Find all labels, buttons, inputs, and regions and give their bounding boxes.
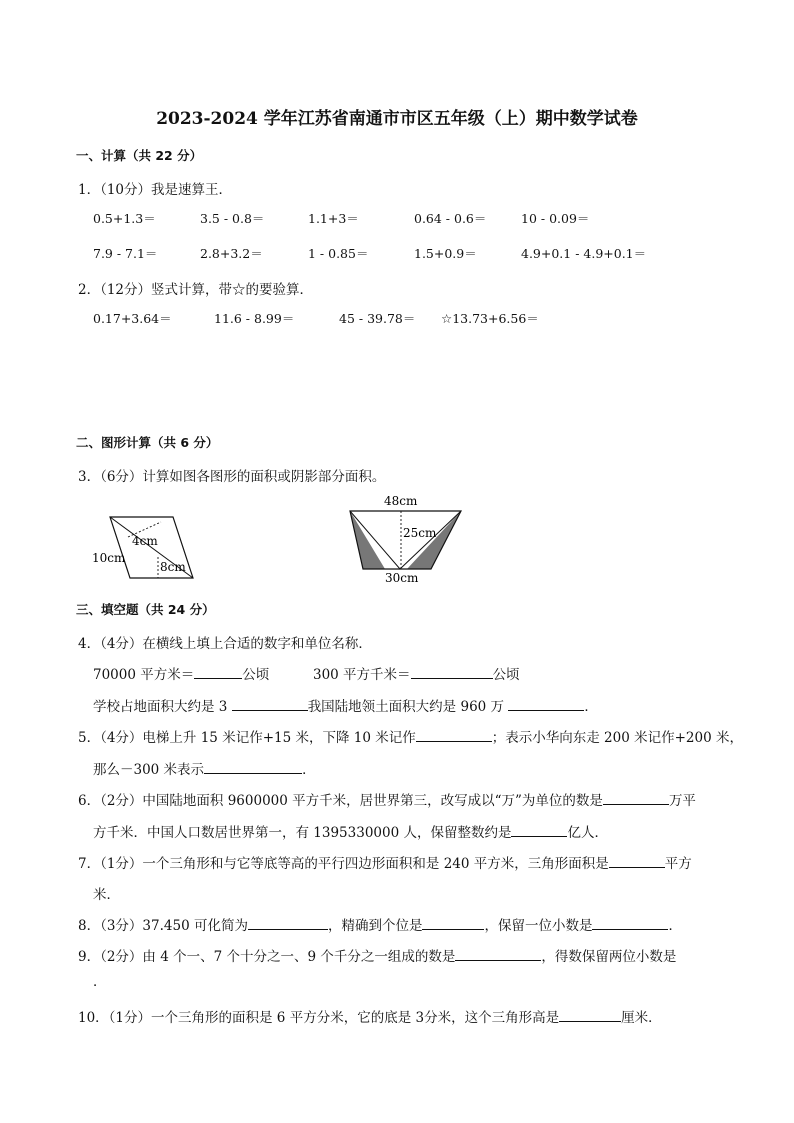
page-title: 2023-2024 学年江苏省南通市市区五年级（上）期中数学试卷	[156, 109, 638, 129]
question-10: 10．（1分）一个三角形的面积是 6 平方分米，它的底是 3分米，这个三角形高是 厘米．	[78, 1010, 662, 1026]
answer-blank[interactable]	[603, 791, 669, 805]
question-9-line-1: 9．（2分）由 4 个一、7 个十分之一、9 个千分之一组成的数是 ，得数保留两位小数是	[78, 949, 677, 965]
calc-item: 0.64 - 0.6＝	[414, 211, 487, 226]
calc-item: 2.8+3.2＝	[200, 246, 263, 261]
calc-item: 7.9 - 7.1＝	[93, 246, 158, 261]
answer-blank[interactable]	[204, 760, 302, 774]
section-heading-shapes: 二、图形计算（共 6 分）	[76, 435, 219, 450]
answer-blank[interactable]	[232, 697, 308, 711]
label-10cm: 10cm	[92, 551, 126, 565]
calc-item: 4.9+0.1 - 4.9+0.1＝	[521, 246, 647, 261]
label-30cm: 30cm	[385, 571, 419, 585]
calc-item: 1.5+0.9＝	[414, 246, 477, 261]
question-5-line-2: 那么－300 米表示 ．	[93, 762, 316, 778]
calc-item: 10 - 0.09＝	[521, 211, 590, 226]
calc-item: 0.5+1.3＝	[93, 211, 156, 226]
question-7-line-1: 7．（1分）一个三角形和与它等底等高的平行四边形面积和是 240 平方米，三角形面积是 平方	[78, 856, 692, 872]
question-4-line-a: 70000 平方米＝ 公顷	[93, 667, 270, 683]
shaded-triangle-left	[350, 511, 385, 569]
shaded-triangle-right	[407, 511, 461, 569]
question-3-stem: 3．（6分）计算如图各图形的面积或阴影部分面积。	[78, 469, 386, 485]
question-9-line-2: ．	[93, 974, 107, 990]
calc-item: 3.5 - 0.8＝	[200, 211, 265, 226]
question-7-line-2: 米．	[93, 887, 120, 903]
calc-item: ☆13.73+6.56＝	[441, 311, 539, 326]
answer-blank[interactable]	[609, 854, 665, 868]
answer-blank[interactable]	[416, 728, 492, 742]
question-2-stem: 2．（12分）竖式计算，带☆的要验算．	[78, 282, 314, 298]
label-8cm: 8cm	[160, 560, 186, 574]
question-4-line-b: 300 平方千米＝ 公顷	[313, 667, 520, 683]
answer-blank[interactable]	[422, 916, 484, 930]
question-6-line-1: 6．（2分）中国陆地面积 9600000 平方千米，居世界第三，改写成以“万”为单位的数是 万平	[78, 793, 696, 809]
parallelogram-figure	[88, 505, 203, 585]
label-4cm: 4cm	[132, 534, 158, 548]
section-heading-calc: 一、计算（共 22 分）	[76, 148, 203, 163]
calc-item: 1.1+3＝	[308, 211, 359, 226]
question-1-stem: 1．（10分）我是速算王．	[78, 182, 233, 198]
answer-blank[interactable]	[248, 916, 328, 930]
calc-item: 1 - 0.85＝	[308, 246, 369, 261]
question-4-line-c: 学校占地面积大约是 3 我国陆地领土面积大约是 960 万 ．	[93, 699, 598, 715]
answer-blank[interactable]	[511, 823, 567, 837]
section-heading-fill: 三、填空题（共 24 分）	[76, 602, 215, 617]
answer-blank[interactable]	[411, 665, 493, 679]
trapezoid-figure	[343, 490, 468, 587]
question-6-line-2: 方千米．中国人口数居世界第一，有 1395330000 人，保留整数约是 亿人．	[93, 825, 608, 841]
question-8: 8．（3分）37.450 可化简为 ，精确到个位是 ，保留一位小数是 ．	[78, 918, 682, 934]
answer-blank[interactable]	[559, 1008, 621, 1022]
answer-blank[interactable]	[455, 947, 541, 961]
calc-item: 11.6 - 8.99＝	[214, 311, 295, 326]
answer-blank[interactable]	[592, 916, 668, 930]
question-5-line-1: 5．（4分）电梯上升 15 米记作+15 米，下降 10 米记作 ；表示小华向东走 200 米记作+200 米，	[78, 730, 743, 746]
answer-blank[interactable]	[194, 665, 242, 679]
answer-blank[interactable]	[508, 697, 584, 711]
label-25cm: 25cm	[403, 526, 437, 540]
question-4-stem: 4．（4分）在横线上填上合适的数字和单位名称．	[78, 636, 372, 652]
calc-item: 0.17+3.64＝	[93, 311, 172, 326]
calc-item: 45 - 39.78＝	[339, 311, 416, 326]
label-48cm: 48cm	[384, 494, 418, 508]
